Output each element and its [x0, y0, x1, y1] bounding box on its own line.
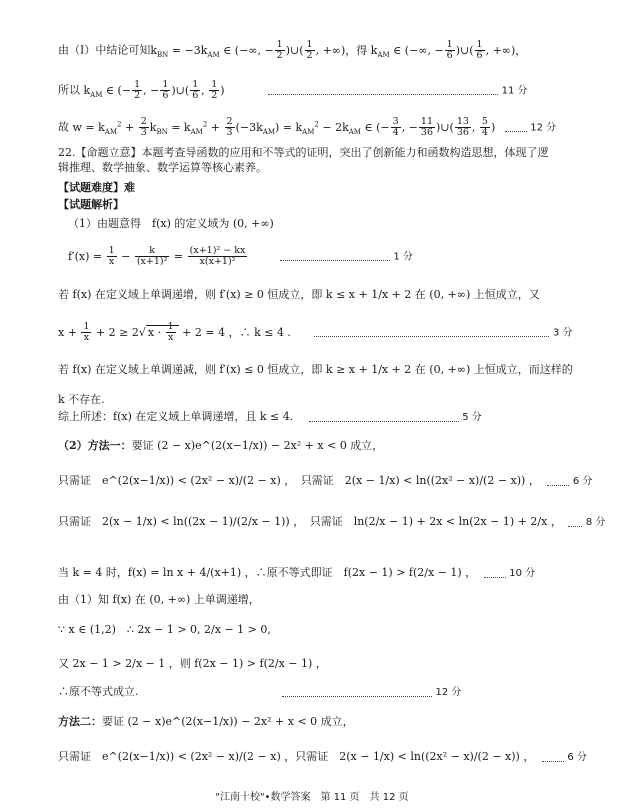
line-10-expr: x + $\frac{1}{x}$ + 2 ≥ 2√ x · $\frac{1}{x}$ + 2 = 4 ，∴ k ≤ 4 .	[58, 321, 291, 343]
line-1-lead: 由（Ⅰ）中结论可知	[58, 43, 151, 57]
leader-dots	[282, 688, 432, 697]
leader-dots	[484, 569, 506, 578]
line-15-text: 只需证 e^(2(x−1/x)) < (2x² − x)/(2 − x) ， 只需证 2(x − 1/x) < ln((2x² − x)/(2 − x)) ，	[58, 474, 540, 487]
line-17-text: 当 k = 4 时，f(x) = ln x + 4/(x+1) ，∴原不等式即证 f(2x − 1) > f(2/x − 1) ，	[58, 566, 477, 579]
score-label: 6 分	[567, 752, 587, 763]
text-line-15	[58, 474, 593, 489]
text-line-22	[58, 715, 578, 729]
text-line-21	[58, 685, 578, 700]
score-label: 5 分	[462, 412, 482, 423]
score-label: 6 分	[572, 476, 593, 487]
leader-dots	[505, 123, 527, 132]
score-label: 12 分	[435, 687, 462, 698]
text-line-5: 【试题难度】难	[58, 181, 135, 194]
score-label: 11 分	[501, 85, 528, 97]
score-label: 3 分	[552, 327, 573, 339]
leader-dots	[309, 413, 459, 422]
text-line-10	[58, 322, 578, 343]
score-label: 12 分	[530, 122, 557, 134]
text-line-12: k 不存在.	[58, 393, 105, 406]
page-footer: "江南十校"•数学答案 第 11 页 共 12 页	[215, 792, 409, 803]
text-line-17	[58, 566, 578, 581]
line-3-lead: 故	[58, 120, 69, 134]
text-line-6: 【试题解析】	[58, 198, 124, 211]
leader-dots	[568, 518, 582, 527]
text-line-18: 由（1）知 f(x) 在 (0, +∞) 上单调递增，	[58, 593, 260, 606]
text-line-8	[68, 246, 588, 267]
text-line-13	[58, 410, 578, 425]
line-23-text: 只需证 e^(2(x−1/x)) < (2x² − x)/(2 − x) ，只需证 2(x − 1/x) < ln((2x² − x)/(2 − x)) ，	[58, 750, 535, 763]
line-1-expr: $k_{BN} = -3k_{AM}$ ∈ (−∞, − $\frac{1}{2}$ )∪( $\frac{1}{2}$ , +∞)，得 $k_{AM}$ ∈ (−∞, − $\frac{1}{6}$ )∪( $\frac{1}{6}$ , +∞)，	[150, 39, 527, 61]
line-3-expr: $w = k_{AM}^2$ + $\frac{2}{3}$ $k_{BN} = k_{AM}^2$ + $\frac{2}{3}$ $(-3k_{AM}) = k_{AM}^2 - 2k_{AM}$ ∈ (− $\frac{3}{4}$ , − $\frac{11}{36}$ )∪( $\frac{13}{36}$ , $\frac{5}{4}$ )	[72, 116, 496, 139]
score-label: 1 分	[393, 251, 413, 263]
line-8-expr: f′(x) = $\frac{1}{x}$ − $\frac{k}{\text{(x+1)²}}$ = $\frac{\text{(x+1)² − kx}}{\text{x(x+1)²}}$	[68, 245, 246, 267]
leader-dots	[268, 86, 498, 95]
text-line-2	[58, 80, 578, 102]
leader-dots	[547, 477, 569, 486]
line-22-text: 要证 (2 − x)e^(2(x−1/x)) − 2x² + x < 0 成立，	[102, 715, 354, 728]
leader-dots	[542, 753, 564, 762]
text-line-4: 22.【命题立意】本题考查导函数的应用和不等式的证明，突出了创新能力和函数构造思想，体现了逻辑推理、数学抽象、数学运算等核心素养。	[58, 146, 549, 174]
text-line-23	[58, 750, 587, 765]
line-2-lead: 所以	[58, 83, 80, 97]
text-line-1	[58, 40, 578, 62]
text-line-20: 又 2x − 1 > 2/x − 1 ，则 f(2x − 1) > f(2/x − 1) ，	[58, 657, 327, 670]
text-line-19: ∵ x ∈ (1,2) ∴ 2x − 1 > 0, 2/x − 1 > 0,	[58, 623, 271, 636]
text-line-7: （1）由题意得 f(x) 的定义域为 (0, +∞)	[68, 217, 274, 230]
text-line-16	[58, 515, 606, 530]
line-14-text: 要证 (2 − x)e^(2(x−1/x)) − 2x² + x < 0 成立，	[131, 439, 384, 452]
leader-dots	[280, 252, 390, 261]
score-label: 8 分	[585, 517, 606, 528]
line-13-text: 综上所述：f(x) 在定义域上单调递增，且 k ≤ 4.	[58, 410, 294, 423]
text-line-9: 若 f(x) 在定义域上单调递增，则 f′(x) ≥ 0 恒成立，即 k ≤ x + 1/x + 2 在 (0, +∞) 上恒成立，又	[58, 288, 540, 301]
line-16-text: 只需证 2(x − 1/x) < ln((2x − 1)/(2/x − 1)) ， 只需证 ln(2/x − 1) + 2x < ln(2x − 1) + 2/x ，	[58, 515, 562, 528]
text-line-11: 若 f(x) 在定义域上单调递减，则 f′(x) ≤ 0 恒成立，即 k ≥ x + 1/x + 2 在 (0, +∞) 上恒成立，而这样的	[58, 363, 573, 376]
text-line-14	[58, 439, 578, 453]
line-21-text: ∴原不等式成立.	[58, 685, 139, 698]
line-2-expr: $k_{AM}$ ∈ (− $\frac{1}{2}$ , − $\frac{1}{6}$ )∪( $\frac{1}{6}$ , $\frac{1}{2}$ )	[83, 79, 225, 101]
leader-dots	[314, 328, 549, 337]
score-label: 10 分	[509, 568, 536, 579]
text-line-3	[58, 117, 578, 139]
method-two-label: 方法二：	[58, 715, 102, 728]
method-one-label: （2）方法一：	[58, 439, 132, 452]
